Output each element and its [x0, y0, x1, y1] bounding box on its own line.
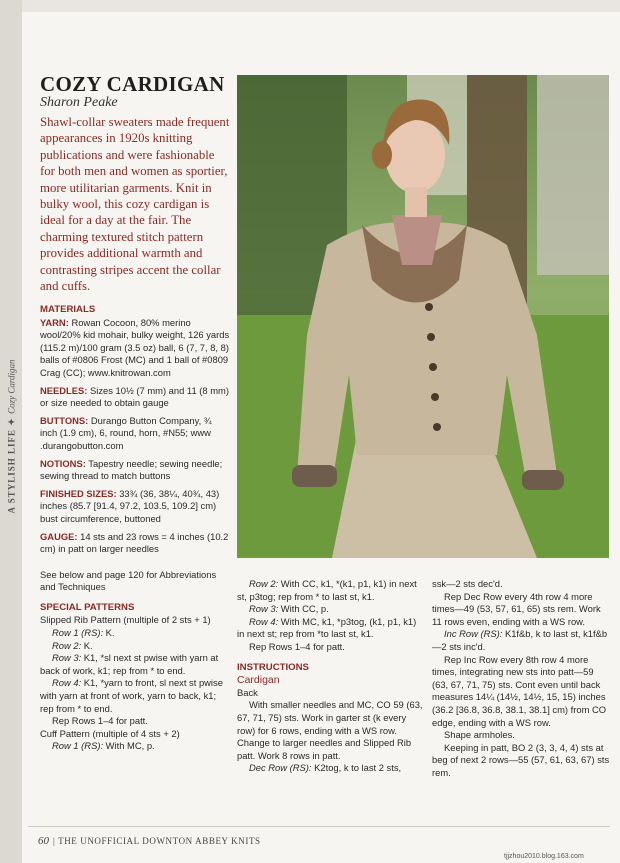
- side-tab-separator: ✦: [6, 417, 17, 426]
- back-instructions: With smaller needles and MC, CO 59 (63, 67, 71, 75) sts. Work in garter st (k every row) for 6 rows, ending with a WS row. Change to larger needles and Slipped Rib patt. Work 8 rows in patt.: [237, 699, 423, 761]
- side-tab-subject: Cozy Cardigan: [6, 359, 17, 414]
- rib-row-4: Row 4: K1, *yarn to front, sl next st pwise with yarn at front of work, yarn to back, k1; rep from * to end.: [40, 677, 223, 714]
- slipped-rib-title: Slipped Rib Pattern (multiple of 2 sts + 1): [40, 614, 211, 626]
- material-buttons: BUTTONS: Durango Button Company, ¾ inch (1.9 cm), 6, round, horn, #N55; www .durangobutton.com: [40, 414, 212, 451]
- model-photo-illustration: [237, 75, 609, 558]
- see-below-note: See below and page 120 for Abbreviations and Techniques: [40, 568, 217, 593]
- footer-separator: |: [53, 836, 56, 846]
- cuff-repeat: Rep Rows 1–4 for patt.: [249, 640, 345, 652]
- shape-armholes: Shape armholes.: [444, 729, 515, 741]
- cuff-row-3: Row 3: With CC, p.: [249, 603, 329, 615]
- repeat-dec-row: Rep Dec Row every 4th row 4 more times—49 (53, 57, 61, 65) sts rem. Work 11 rows even, ending with a WS row.: [432, 590, 601, 627]
- rib-row-1: Row 1 (RS): K.: [52, 627, 115, 639]
- instructions-column: [237, 578, 424, 775]
- blog-watermark: tjjzhou2010.blog.163.com: [504, 853, 584, 860]
- side-tab-section: A STYLISH LIFE: [6, 428, 17, 514]
- material-needles: NEEDLES: Sizes 10½ (7 mm) and 11 (8 mm) or size needed to obtain gauge: [40, 384, 229, 409]
- keeping-in-patt: Keeping in patt, BO 2 (3, 3, 4, 4) sts at beg of next 2 rows—55 (57, 61, 63, 67) sts rem.: [432, 741, 610, 778]
- page-number: 60: [38, 835, 49, 847]
- cuff-row-2: Row 2: With CC, k1, *(k1, p1, k1) in next st, p3tog; rep from * to last st, k1.: [237, 578, 417, 602]
- section-side-tab: [0, 330, 24, 530]
- repeat-inc-row: Rep Inc Row every 8th row 4 more times, integrating new sts into patt—59 (63, 67, 71, 75) sts. Cont even until back measures 14¼ (14½, 14½, 15, 15) inches (36.2 [36.8, 36.8, 38.1, 38.1] cm) from CO edge, ending with a WS row.: [432, 653, 607, 728]
- dec-row-continued: ssk—2 sts dec'd.: [432, 578, 503, 589]
- material-finished-sizes: FINISHED SIZES: 33¾ (36, 38¼, 40¾, 43) inches (85.7 [91.4, 97.2, 103.5, 109.2] cm) bust circumference, buttoned: [40, 487, 220, 524]
- model-photo: [237, 75, 609, 558]
- page-footer: [38, 835, 261, 847]
- cardigan-subheading: Cardigan: [237, 674, 280, 687]
- back-subheading: Back: [237, 686, 258, 698]
- cuff-pattern-title: Cuff Pattern (multiple of 4 sts + 2): [40, 727, 180, 739]
- pattern-author: Sharon Peake: [40, 95, 118, 110]
- instructions-heading: INSTRUCTIONS: [237, 661, 309, 673]
- rib-row-3: Row 3: K1, *sl next st pwise with yarn at back of work, k1; rep from * to end.: [40, 652, 219, 676]
- material-yarn: YARN: Rowan Cocoon, 80% merino wool/20% kid mohair, bulky weight, 126 yards (115.2 m)/100 gram (3.5 oz) ball, 6 (7, 7, 8, 8) balls of #0806 Frost (MC) and 1 ball of #0809 Crag (CC); www.knitrowan.com: [40, 316, 230, 378]
- instructions-column-continued: [432, 578, 612, 780]
- special-patterns-heading: SPECIAL PATTERNS: [40, 601, 135, 613]
- pattern-title: COZY CARDIGAN: [40, 72, 225, 96]
- footer-rule: [28, 826, 610, 827]
- rib-row-2: Row 2: K.: [52, 639, 93, 651]
- book-title: THE UNOFFICIAL DOWNTON ABBEY KNITS: [58, 836, 261, 846]
- materials-heading: MATERIALS: [40, 304, 96, 315]
- material-notions: NOTIONS: Tapestry needle; sewing needle; sewing thread to match buttons: [40, 457, 223, 482]
- dec-row: Dec Row (RS): K2tog, k to last 2 sts,: [249, 762, 402, 774]
- intro-paragraph: Shawl-collar sweaters made frequent appearances in 1920s knitting publications and were fashionable for both men and women as sportier, more utilitarian garments. Knit in bulky wool, this cozy cardigan is ideal for a day at the fair. The charming textured stitch pattern provides additional warmth and contrasting stripes accent the collar and cuffs.: [40, 115, 230, 294]
- rib-repeat: Rep Rows 1–4 for patt.: [52, 715, 148, 727]
- cuff-row-4: Row 4: With MC, k1, *p3tog, (k1, p1, k1) in next st; rep from *to last st, k1.: [237, 615, 417, 640]
- inc-row: Inc Row (RS): K1f&b, k to last st, k1f&b—2 sts inc'd.: [432, 628, 608, 652]
- cuff-row-1: Row 1 (RS): With MC, p.: [52, 740, 155, 752]
- materials-column: [40, 304, 230, 753]
- material-gauge: GAUGE: 14 sts and 23 rows = 4 inches (10.2 cm) in patt on larger needles: [40, 530, 229, 555]
